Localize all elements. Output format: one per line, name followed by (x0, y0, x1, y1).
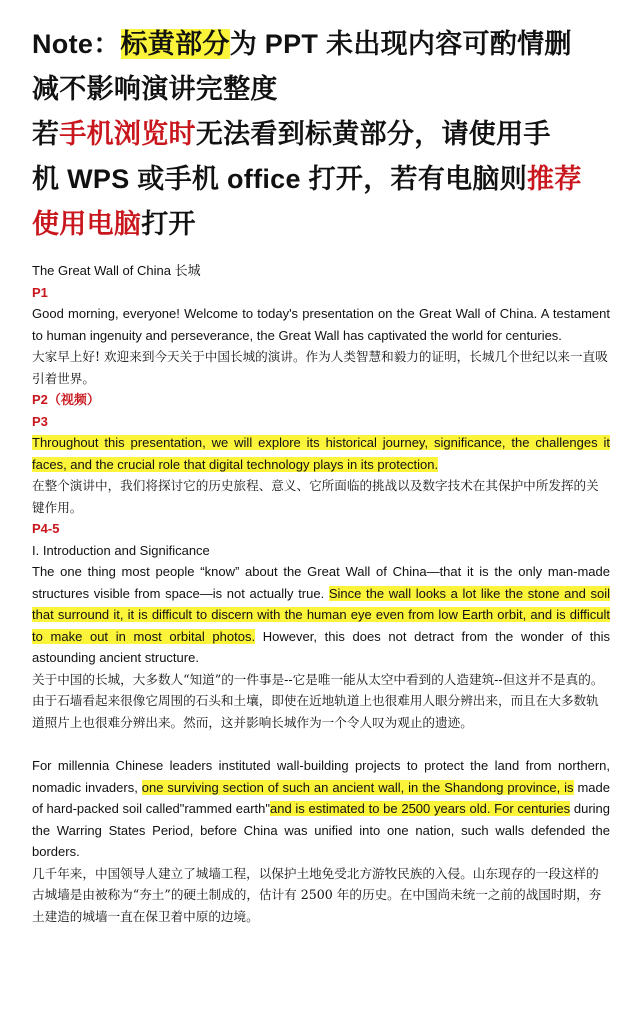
p45-chinese: 关于中国的长城，大多数人“知道”的一件事是--它是唯一能从太空中看到的人造建筑--但这并不是真的。由于石墙看起来很像它周围的石头和土壤，即使在近地轨道上也很难用人眼分辨出来，而且在大多数轨道照片上也很难分辨出来。然而，这并影响长城作为一个令人叹为观止的遗迹。 (32, 671, 604, 730)
note-prefix: Note： (32, 29, 121, 59)
note-highlight-term: 标黄部分 (120, 29, 230, 59)
p3-chinese: 在整个演讲中，我们将探讨它的历史旅程、意义、它所面临的挑战以及数字技术在其保护中所发挥的关键作用。 (32, 478, 599, 515)
note-line-1-rest: 为 PPT 未出现内容可酌情删 (229, 29, 572, 59)
p1-chinese: 大家早上好! 欢迎来到今天关于中国长城的演讲。作为人类智慧和毅力的证明，长城几个世纪以来一直吸引着世界。 (32, 349, 608, 386)
note-banner (32, 22, 612, 247)
p3-english (32, 432, 610, 475)
note-recommend: 推荐 (527, 164, 582, 194)
note-line-2: 减不影响演讲完整度 (32, 74, 278, 104)
p45-english-b: However, this does not detract from the wonder of this astounding ancient structure. (32, 628, 610, 665)
note-line-5 (32, 202, 612, 247)
note-open: 打开 (141, 209, 196, 239)
section-label-p3: P3 (32, 413, 48, 429)
p6-english (32, 755, 610, 863)
section-label-p45: P4-5 (32, 521, 60, 536)
note-use-computer: 使用电脑 (32, 209, 142, 239)
p6-english-highlight-1: one surviving section of such an ancient wall, in the Shandong province, is (141, 779, 574, 795)
note-line-1 (32, 22, 612, 67)
p45-english (32, 561, 610, 669)
section-heading: I. Introduction and Significance (32, 542, 210, 558)
p45-english-a: The one thing most people “know” about the Great Wall of China—that it is the only man-made structures visible from space—is not actually true. (32, 564, 610, 601)
note-line-3-rest: 无法看到标黄部分，请使用手 (195, 119, 551, 149)
note-line-3-start: 若 (32, 119, 60, 149)
p1-english: Good morning, everyone! Welcome to today's presentation on the Great Wall of China. A testament to human ingenuity and perseverance, the Great Wall has captivated the world for centuries. (32, 306, 610, 343)
note-line-4-text: 机 WPS 或手机 office 打开，若有电脑则 (32, 164, 528, 194)
p6-english-highlight-2: and is estimated to be 2500 years old. For centuries (270, 801, 571, 816)
p6-chinese: 几千年来，中国领导人建立了城墙工程，以保护土地免受北方游牧民族的入侵。山东现存的一段这样的古城墙是由被称为“夯土”的硬土制成的，估计有 2500 年的历史。在中国尚未统一之前的战国时期，夯土建造的城墙一直在保卫着中原的边境。 (32, 865, 602, 924)
p6-english-a: For millennia Chinese leaders instituted wall-building projects to protect the land from northern, nomadic invaders, (32, 758, 610, 795)
note-mobile-browse: 手机浏览时 (59, 119, 196, 149)
paragraph-gap (32, 733, 610, 755)
note-line-3 (32, 112, 612, 157)
doc-title: The Great Wall of China 长城 (32, 263, 201, 278)
section-label-p1: P1 (32, 284, 48, 300)
note-line-4 (32, 157, 612, 202)
speech-body (32, 260, 610, 927)
p3-english-highlight: Throughout this presentation, we will explore its historical journey, significance, the challenges it faces, and the crucial role that digital technology plays in its protection. (32, 435, 610, 472)
p6-english-b: made of hard-packed soil called"rammed earth" (32, 779, 610, 816)
p6-english-c: during the Warring States Period, before China was unified into one nation, such walls defended the borders. (32, 801, 610, 859)
p45-english-highlight: Since the wall looks a lot like the stone and soil that surround it, it is difficult to discern with the human eye even from low Earth orbit, and is difficult to make out in most orbital photos. (32, 585, 610, 644)
section-label-p2: P2（视频） (32, 392, 100, 407)
